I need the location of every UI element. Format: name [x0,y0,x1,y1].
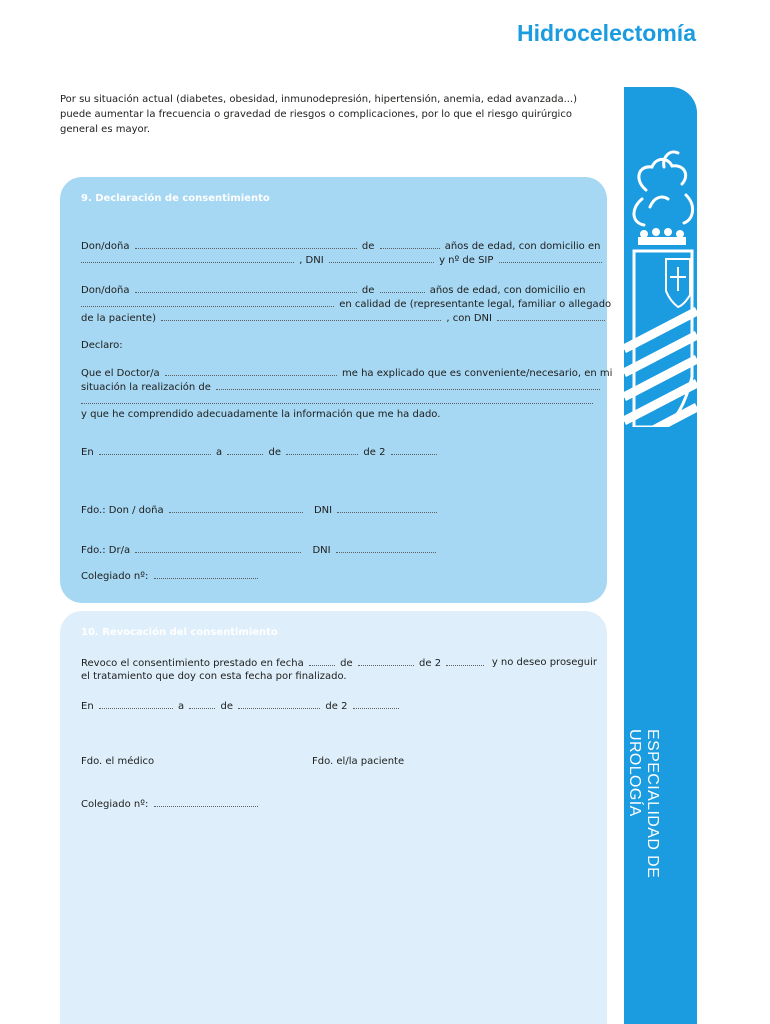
p1-de-label: de [361,241,375,252]
p2-dni-label: , con DNI [446,313,492,324]
fdo-don-label: Fdo.: Don / doña [81,505,164,516]
date-place-field[interactable] [99,445,211,455]
p2-address-field[interactable] [81,297,334,307]
fdo-dr-signature-field[interactable] [135,543,301,553]
p2-patient-field[interactable] [161,311,441,321]
colegiado-field[interactable] [154,569,258,579]
p2-don-label: Don/doña [81,285,130,296]
date-a-label: a [216,447,223,458]
colegiado-label: Colegiado nº: [81,571,149,582]
procedure-field[interactable] [216,380,600,390]
consent-revocation-section [60,611,607,1024]
revoke-de2-label: de 2 [419,658,442,669]
revoke-month-field[interactable] [358,656,414,666]
revoke-de-label: de [340,658,353,669]
declaro-label: Declaro: [81,340,123,351]
intro-paragraph: Por su situación actual (diabetes, obesidad, inmunodepresión, hipertensión, anemia, edad avanzada...) puede aumentar la frecuencia o gravedad de riesgos o complicaciones, por lo que el riesgo quirúrgico general es mayor. [60,94,578,135]
revoke-day-field[interactable] [309,656,335,666]
tratamiento-text: el tratamiento que doy con esta fecha por finalizado. [81,671,347,682]
rev-date-year-field[interactable] [353,699,399,709]
doctor-name-field[interactable] [165,366,337,376]
rev-date-day-field[interactable] [189,699,215,709]
section9-title: 9. Declaración de consentimiento [81,193,270,204]
que-doctor-label: Que el Doctor/a [81,368,160,379]
procedure-field-continued[interactable] [81,394,593,404]
no-deseo-label: y no deseo proseguir [491,657,597,668]
specialty-sidebar [624,87,697,1024]
p1-sip-label: y nº de SIP [439,255,494,266]
p2-de-label: de [361,285,375,296]
consent-declaration-section [60,177,613,603]
specialty-label-line1: ESPECIALIDAD DE [644,729,661,879]
revoke-year-field[interactable] [446,656,484,666]
date-year-field[interactable] [391,445,437,455]
fdo-don-dni-field[interactable] [337,503,437,513]
specialty-label-line2: UROLOGÍA [626,729,643,817]
date-de-label: de [268,447,282,458]
rev-date-place-field[interactable] [99,699,173,709]
p1-don-label: Don/doña [81,241,130,252]
fdo-don-signature-field[interactable] [169,503,303,513]
fdo-dr-label: Fdo.: Dr/a [81,545,131,556]
p2-name-field[interactable] [135,283,357,293]
date-de2-label: de 2 [363,447,386,458]
rev-colegiado-label: Colegiado nº: [81,799,149,810]
date-month-field[interactable] [286,445,358,455]
rev-date-month-field[interactable] [238,699,320,709]
document-title: Hidrocelectomía [517,20,696,46]
p2-anos-label: años de edad, con domicilio en [429,285,586,296]
comprendido-text: y que he comprendido adecuadamente la información que me ha dado. [81,409,441,420]
explicado-label: me ha explicado que es conveniente/necesario, en mi [342,368,613,379]
date-day-field[interactable] [227,445,263,455]
p2-dni-field[interactable] [497,311,605,321]
section10-title: 10. Revocación del consentimiento [81,627,278,638]
p2-calidad-label: en calidad de (representante legal, familiar o allegado [339,299,612,310]
p1-anos-label: años de edad, con domicilio en [444,241,601,252]
valencian-coat-of-arms-icon [624,87,697,427]
fdo-don-dni-label: DNI [313,505,333,516]
specialty-label [625,729,661,878]
p1-dni-field[interactable] [329,253,434,263]
rev-colegiado-field[interactable] [154,797,258,807]
rev-date-de2-label: de 2 [325,701,348,712]
fdo-dr-dni-label: DNI [312,545,331,556]
rev-date-de-label: de [220,701,234,712]
revoco-label: Revoco el consentimiento prestado en fecha [81,658,304,669]
p1-name-field[interactable] [135,239,357,249]
rev-date-a-label: a [178,701,185,712]
fdo-medico-label: Fdo. el médico [81,756,155,767]
p1-dni-label: , DNI [299,255,324,266]
p2-age-field[interactable] [380,283,425,293]
fdo-dr-dni-field[interactable] [336,543,436,553]
date-en-label: En [81,447,94,458]
p2-paciente-label: de la paciente) [81,313,156,324]
p1-age-field[interactable] [380,239,440,249]
situacion-label: situación la realización de [81,382,211,393]
p1-sip-field[interactable] [499,253,602,263]
p1-address-field[interactable] [81,253,294,263]
fdo-paciente-label: Fdo. el/la paciente [312,756,405,767]
rev-date-en-label: En [81,701,94,712]
